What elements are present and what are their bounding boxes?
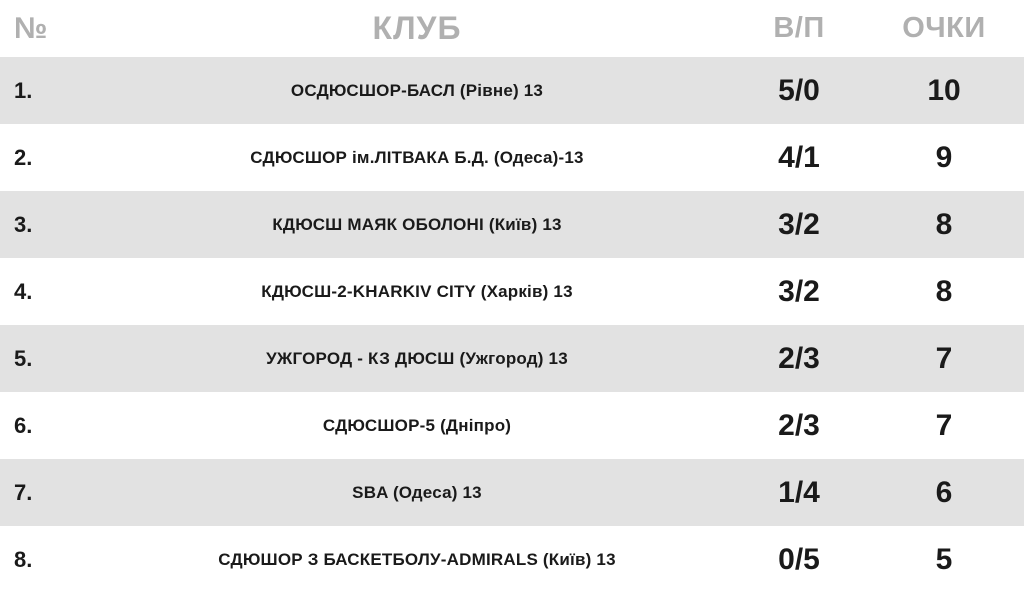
row-rank: 8. (14, 546, 33, 572)
row-points: 7 (935, 408, 953, 442)
row-rank: 5. (14, 345, 33, 371)
row-points: 7 (935, 341, 953, 375)
row-club: СДЮСШОР ім.ЛІТВАКА Б.Д. (Одеса)-13 (250, 147, 584, 167)
table-header-row (0, 0, 1024, 57)
row-points: 10 (927, 73, 961, 107)
row-rank: 7. (14, 479, 33, 505)
row-rank: 2. (14, 144, 33, 170)
row-points: 5 (935, 542, 953, 576)
row-club: КДЮСШ-2-KHARKIV CITY (Харків) 13 (261, 281, 573, 301)
row-points: 6 (935, 475, 953, 509)
header-win-loss: В/П (773, 12, 825, 44)
row-club: ОСДЮСШОР-БАСЛ (Рівне) 13 (290, 80, 544, 100)
row-club: СДЮШОР З БАСКЕТБОЛУ-ADMIRALS (Київ) 13 (218, 549, 616, 569)
row-rank: 6. (14, 412, 33, 438)
table-row (0, 57, 1024, 124)
row-win-loss: 1/4 (778, 475, 820, 509)
table-row (0, 124, 1024, 191)
table-row (0, 459, 1024, 526)
row-rank: 3. (14, 211, 33, 237)
table-row (0, 258, 1024, 325)
row-win-loss: 0/5 (778, 542, 820, 576)
row-club: КДЮСШ МАЯК ОБОЛОНІ (Київ) 13 (272, 214, 562, 234)
row-win-loss: 3/2 (778, 207, 820, 241)
table-row (0, 325, 1024, 392)
row-points: 9 (935, 140, 953, 174)
row-win-loss: 2/3 (778, 408, 820, 442)
header-points: ОЧКИ (902, 12, 986, 44)
header-club: КЛУБ (372, 10, 462, 46)
table-row (0, 392, 1024, 459)
row-rank: 1. (14, 77, 33, 103)
row-win-loss: 4/1 (778, 140, 820, 174)
table-row (0, 526, 1024, 593)
table-row (0, 191, 1024, 258)
row-club: УЖГОРОД - КЗ ДЮСШ (Ужгород) 13 (266, 348, 568, 368)
row-club: СДЮСШОР-5 (Дніпро) (322, 415, 512, 435)
row-win-loss: 3/2 (778, 274, 820, 308)
row-club: SBA (Одеса) 13 (352, 482, 482, 502)
row-win-loss: 2/3 (778, 341, 820, 375)
row-win-loss: 5/0 (778, 73, 820, 107)
row-rank: 4. (14, 278, 33, 304)
row-points: 8 (935, 274, 953, 308)
row-points: 8 (935, 207, 953, 241)
header-rank: № (14, 11, 48, 45)
